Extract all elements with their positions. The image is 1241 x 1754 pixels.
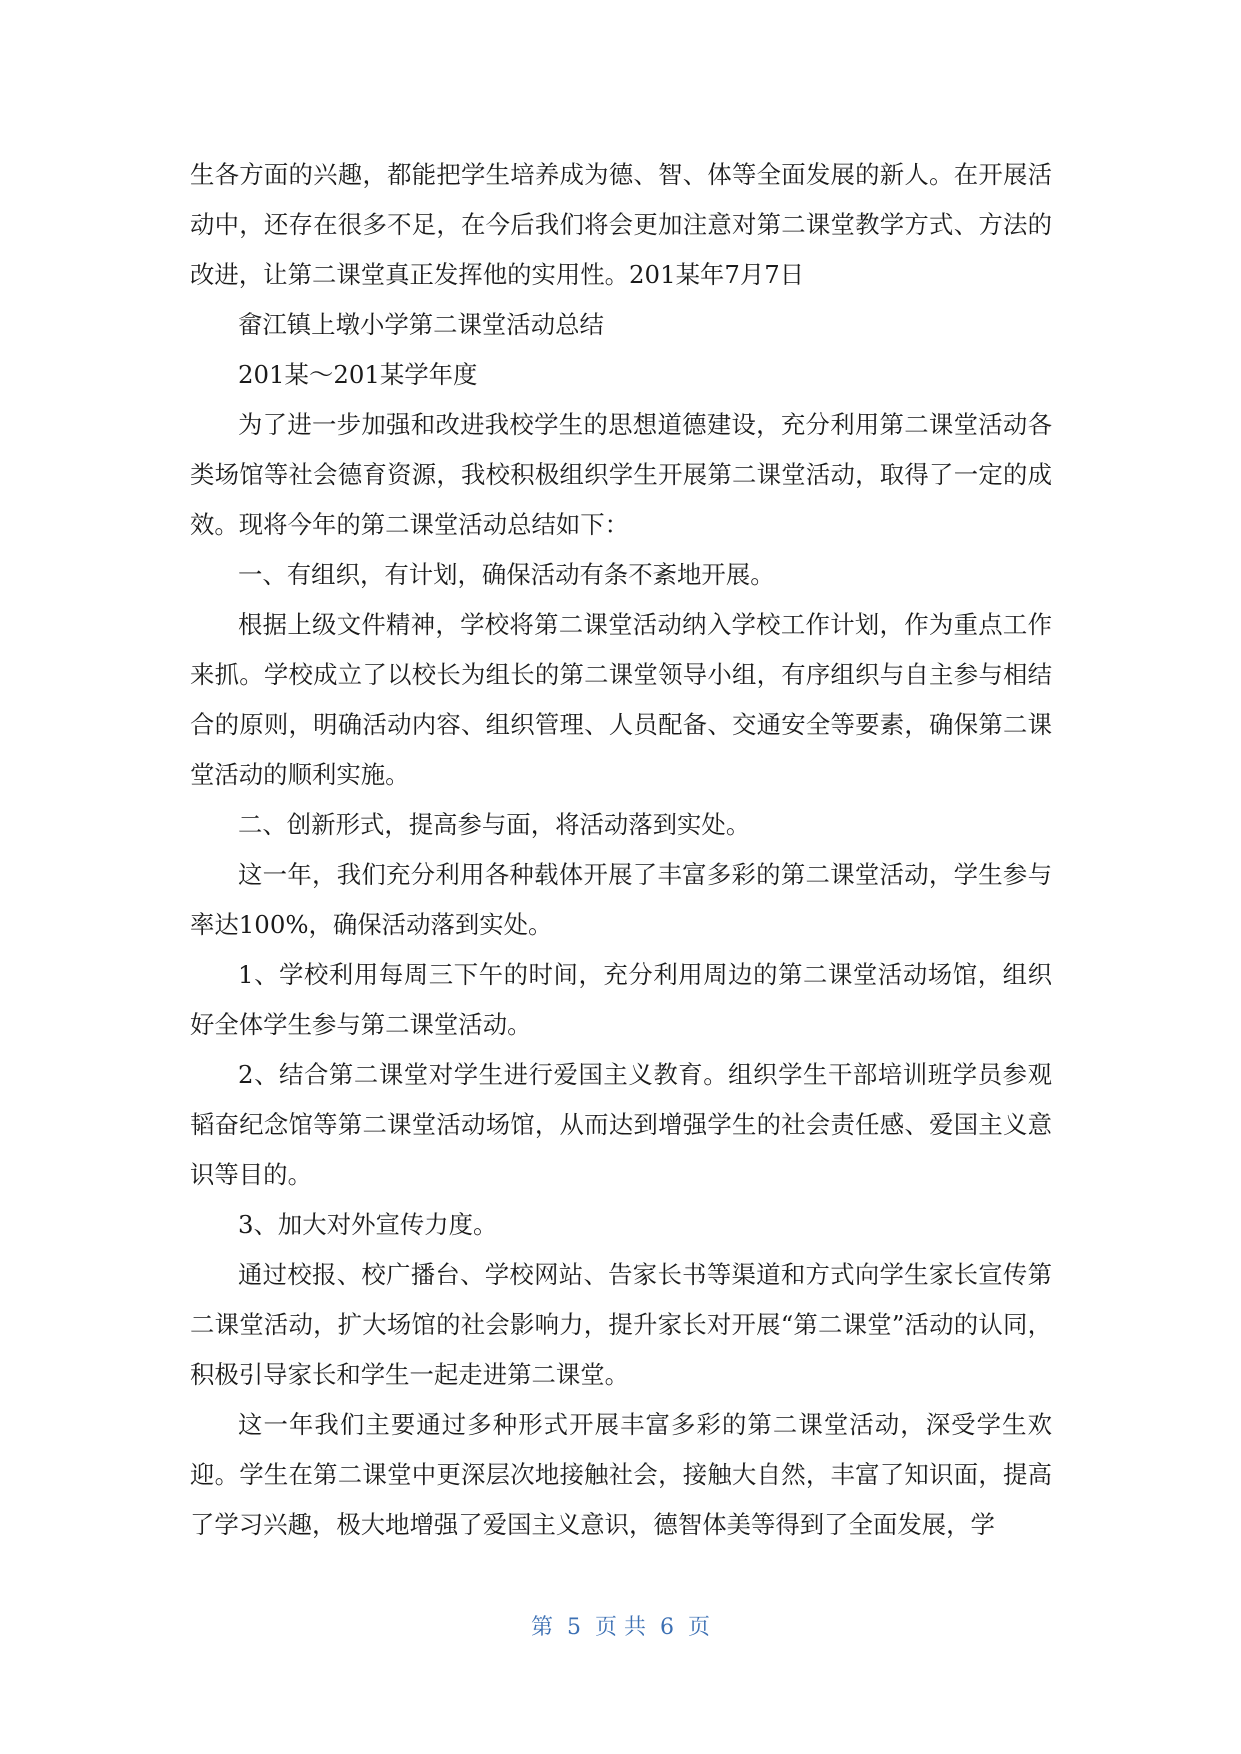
paragraph: 这一年我们主要通过多种形式开展丰富多彩的第二课堂活动，深受学生欢迎。学生在第二课堂中更深层次地接触社会，接触大自然，丰富了知识面，提高了学习兴趣，极大地增强了爱国主义意识，德智体美等得到了全面发展，学 <box>190 1410 1052 1539</box>
list-item-3: 3、加大对外宣传力度。 <box>238 1210 498 1239</box>
heading-two: 二、创新形式，提高参与面，将活动落到实处。 <box>238 810 751 839</box>
school-year: 201某～201某学年度 <box>238 360 478 389</box>
paragraph: 这一年，我们充分利用各种载体开展了丰富多彩的第二课堂活动，学生参与率达100%，确保活动落到实处。 <box>190 860 1052 939</box>
list-item-1: 1、学校利用每周三下午的时间，充分利用周边的第二课堂活动场馆，组织好全体学生参与第二课堂活动。 <box>190 960 1052 1039</box>
paragraph: 根据上级文件精神，学校将第二课堂活动纳入学校工作计划，作为重点工作来抓。学校成立了以校长为组长的第二课堂领导小组，有序组织与自主参与相结合的原则，明确活动内容、组织管理、人员配备、交通安全等要素，确保第二课堂活动的顺利实施。 <box>190 610 1052 789</box>
document-body <box>190 150 1052 1550</box>
paragraph: 通过校报、校广播台、学校网站、告家长书等渠道和方式向学生家长宣传第二课堂活动，扩大场馆的社会影响力，提升家长对开展“第二课堂”活动的认同，积极引导家长和学生一起走进第二课堂。 <box>190 1260 1052 1389</box>
paragraph: 为了进一步加强和改进我校学生的思想道德建设，充分利用第二课堂活动各类场馆等社会德育资源，我校积极组织学生开展第二课堂活动，取得了一定的成效。现将今年的第二课堂活动总结如下： <box>190 410 1052 539</box>
heading-one: 一、有组织，有计划，确保活动有条不紊地开展。 <box>238 560 775 589</box>
list-item-2: 2、结合第二课堂对学生进行爱国主义教育。组织学生干部培训班学员参观韬奋纪念馆等第二课堂活动场馆，从而达到增强学生的社会责任感、爱国主义意识等目的。 <box>190 1060 1052 1189</box>
section-title: 畲江镇上墩小学第二课堂活动总结 <box>238 310 604 339</box>
paragraph: 生各方面的兴趣，都能把学生培养成为德、智、体等全面发展的新人。在开展活动中，还存在很多不足，在今后我们将会更加注意对第二课堂教学方式、方法的改进，让第二课堂真正发挥他的实用性。201某年7月7日 <box>190 160 1052 289</box>
page-number-footer: 第 5 页 共 6 页 <box>531 1615 710 1640</box>
